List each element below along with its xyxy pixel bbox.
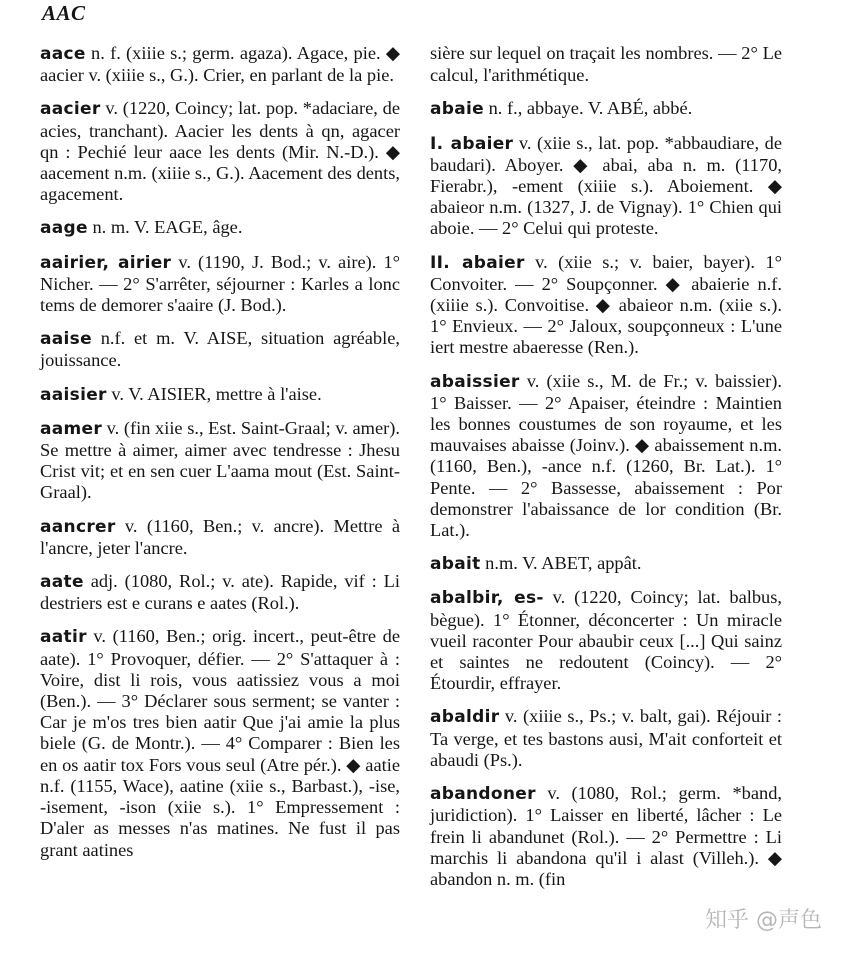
headword: aancrer bbox=[40, 516, 116, 537]
entry-text: v. (fin xiie s., Est. Saint-Graal; v. amer). Se mettre à aimer, aimer avec tendresse : Jhesu Crist vit; et en sen cuer L'aama mout (Est. Saint-Graal). bbox=[40, 417, 400, 503]
entry-aairier bbox=[40, 252, 400, 317]
entry-aancrer bbox=[40, 516, 400, 559]
headword: II. abaier bbox=[430, 252, 525, 273]
entry-text: n. f. (xiiie s.; germ. agaza). Agace, pie. ◆ aacier v. (xiiie s., G.). Crier, en parlant de la pie. bbox=[40, 43, 400, 86]
entry-text: v. (xiiie s., Ps.; v. balt, gai). Réjouir : Ta verge, et tes bastons ausi, M'ait conforteit et abaudi (Ps.). bbox=[430, 706, 782, 770]
entry-aamer bbox=[40, 418, 400, 504]
entry-text: v. (xiie s., M. de Fr.; v. baissier). 1° Baisser. — 2° Apaiser, éteindre : Maintien les bonnes coustumes de son royaume, et les mauvaises abaisse (Joinv.). ◆ abaissement n.m. (1160, Ben.), -ance n.f. (1260, Br. Lat.). 1° Pente. — 2° Bassesse, abaissement : Por demonstrer l'abaissance de lor condition (Br. Lat.). bbox=[430, 370, 782, 541]
entry-text: n.f. et m. V. AISE, situation agréable, jouissance. bbox=[40, 328, 400, 371]
entry-aacier bbox=[40, 98, 400, 205]
entry-text: n.m. V. ABET, appât. bbox=[480, 553, 642, 574]
headword: I. abaier bbox=[430, 133, 514, 154]
headword: aairier, airier bbox=[40, 252, 172, 273]
entry-abaier-1 bbox=[430, 133, 782, 240]
headword: abaissier bbox=[430, 371, 520, 392]
entry-aaise bbox=[40, 328, 400, 371]
entry-abaier-2 bbox=[430, 252, 782, 359]
headword: abandoner bbox=[430, 784, 536, 805]
entry-text: v. (1190, J. Bod.; v. aire). 1° Nicher. — 2° S'arrêter, séjourner : Karles a lonc tems de demorer s'aaire (J. Bod.). bbox=[40, 251, 400, 316]
entry-aace bbox=[40, 43, 400, 86]
entry-aatir bbox=[40, 626, 400, 860]
entry-abaissier bbox=[430, 371, 782, 542]
headword: aatir bbox=[40, 627, 87, 648]
entry-continuation bbox=[430, 43, 782, 86]
headword: aate bbox=[40, 572, 84, 593]
entry-text: v. (1080, Rol.; germ. *band, juridiction). 1° Laisser en liberté, lâcher : Le frein li abandunet (Rol.). — 2° Permettre : Li marchis li abandona qu'il i alast (Villeh.). ◆ abandon n. m. (fin bbox=[430, 783, 782, 889]
headword: aaise bbox=[40, 329, 92, 350]
entry-abait bbox=[430, 553, 782, 575]
entry-aate bbox=[40, 571, 400, 614]
entry-text: v. (1160, Ben.; orig. incert., peut-être de aate). 1° Provoquer, défier. — 2° S'attaquer à : Voire, dist li rois, vous aatissiez vous a moi (Ben.). — 3° Déclarer sous serment; se vanter : Car je m'os tres bien aatir Que j'ai amie la plus biele (G. de Montr.). — 4° Comparer : Bien les en os aatir tox Fors vous seul (Atre pér.). ◆ aatie n.f. (1155, Wace), aatine (xiie s., Barbast.), -ise, -isement, -ison (xiie s.). 1° Empressement : D'aler as messes n'as matines. Ne fust il pas grant aatines bbox=[40, 626, 400, 860]
entry-text: adj. (1080, Rol.; v. ate). Rapide, vif : Li destriers est e curans e aates (Rol.). bbox=[40, 571, 400, 614]
entry-aaisier bbox=[40, 384, 400, 406]
headword: aacier bbox=[40, 99, 101, 120]
entry-text: v. (1220, Coincy; lat. pop. *adaciare, de acies, tranchant). Aacier les dents à qn, agacer qn : Pechié leur aace les dents (Mir. N.-D.). ◆ aacement n.m. (xiiie s., G.). Aacement des dents, agacement. bbox=[40, 98, 400, 205]
entry-abalbir bbox=[430, 587, 782, 694]
entry-text: v. (1160, Ben.; v. ancre). Mettre à l'ancre, jeter l'ancre. bbox=[40, 515, 400, 558]
entry-abaie bbox=[430, 98, 782, 120]
watermark: 知乎 @声色 bbox=[705, 908, 822, 933]
headword: abait bbox=[430, 554, 481, 575]
headword: abalbir, es- bbox=[430, 588, 544, 609]
entry-text: v. (xiie s.; v. baier, bayer). 1° Convoiter. — 2° Soupçonner. ◆ abaierie n.f. (xiiie s.). Convoitise. ◆ abaieor n.m. (xiie s.). 1° Envieux. — 2° Jaloux, soupçonneux : L'une iert mestre abaeresse (Ren.). bbox=[430, 251, 782, 358]
entry-text: v. (xiie s., lat. pop. *abbaudiare, de baudari). Aboyer. ◆ abai, aba n. m. (1170, Fierabr.), -ement (xiiie s.). Aboiement. ◆ abaieor n.m. (1327, J. de Vignay). 1° Chien qui aboie. — 2° Celui qui proteste. bbox=[430, 132, 782, 239]
entry-text: v. (1220, Coincy; lat. balbus, bègue). 1° Étonner, déconcerter : Un miracle vueil raconter Pour abaubir ceux [...] Qui sainz et saintes ne redoutent (Coincy). — 2° Étourdir, effrayer. bbox=[430, 587, 782, 694]
right-column bbox=[430, 43, 782, 902]
entry-text: n. f., abbaye. V. ABÉ, abbé. bbox=[483, 98, 693, 119]
entry-text: sière sur lequel on traçait les nombres. — 2° Le calcul, l'arithmétique. bbox=[430, 43, 782, 86]
headword: aage bbox=[40, 218, 88, 239]
entry-aage bbox=[40, 217, 400, 239]
entry-text: n. m. V. EAGE, âge. bbox=[87, 217, 243, 238]
entry-abandoner bbox=[430, 783, 782, 890]
headword: abaie bbox=[430, 99, 484, 120]
headword: abaldir bbox=[430, 707, 500, 728]
headword: aaisier bbox=[40, 384, 107, 405]
entry-abaldir bbox=[430, 706, 782, 771]
headword: aace bbox=[40, 44, 86, 64]
running-head: AAC bbox=[42, 1, 86, 25]
headword: aamer bbox=[40, 418, 103, 439]
entry-text: v. V. AISIER, mettre à l'aise. bbox=[106, 383, 322, 404]
left-column bbox=[40, 43, 400, 873]
